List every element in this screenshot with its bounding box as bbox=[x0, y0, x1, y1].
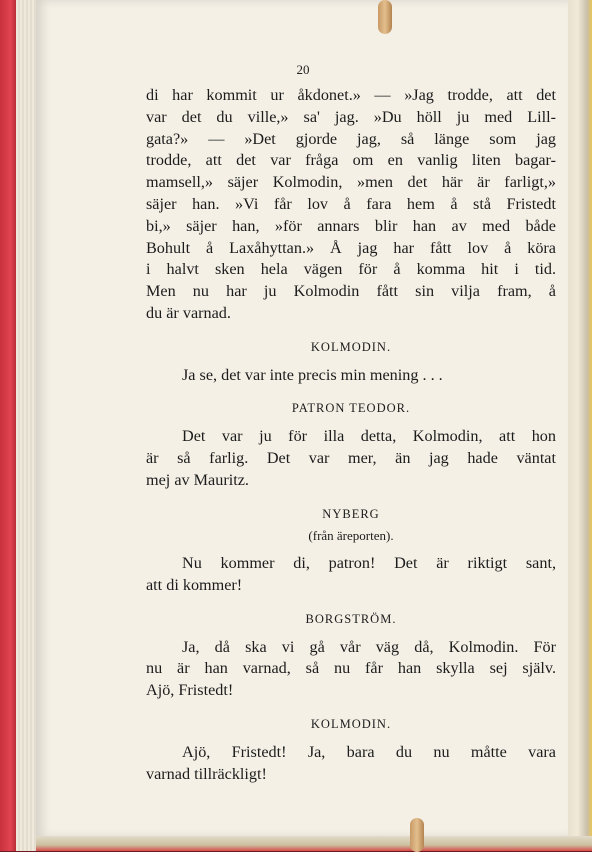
text-line: di har kommit ur åkdonet.» — »Jag trodde, att det bbox=[146, 86, 556, 104]
text-line: trodde, att det var fråga om en vanlig liten bagar- bbox=[146, 151, 556, 170]
speaker-heading: BORGSTRÖM. bbox=[305, 611, 397, 626]
bookmark-ribbon-top bbox=[378, 0, 392, 34]
text-line: bi,» säjer han, »för annars blir han av med både bbox=[146, 216, 556, 235]
bookmark-ribbon-bottom bbox=[410, 818, 424, 852]
stage-direction: (från äreporten). bbox=[308, 528, 394, 544]
page-text bbox=[146, 85, 556, 785]
text-line: Det var ju för illa detta, Kolmodin, att hon bbox=[182, 427, 556, 446]
text-line: mej av Mauritz. bbox=[146, 470, 249, 489]
text-line: Men nu har ju Kolmodin fått sin vilja fram, å bbox=[146, 282, 556, 301]
page-stack-left bbox=[16, 0, 38, 851]
speaker-heading: KOLMODIN. bbox=[310, 339, 392, 354]
text-line: du är varnad. bbox=[146, 303, 231, 322]
text-line: gata?» — »Det gjorde jag, så länge som jag bbox=[146, 129, 556, 148]
book-page bbox=[36, 0, 570, 838]
text-line: nu är han varnad, så nu får han skylla sej själv. bbox=[146, 659, 556, 678]
speaker-heading: KOLMODIN. bbox=[310, 716, 392, 731]
dialogue-line: Ja se, det var inte precis min mening . . . bbox=[182, 365, 443, 384]
text-line: Nu kommer di, patron! Det är riktigt sant, bbox=[182, 554, 556, 573]
text-line: att di kommer! bbox=[146, 575, 243, 594]
page-number: 20 bbox=[296, 62, 310, 77]
paragraph-narration bbox=[146, 85, 556, 325]
dialogue-paragraph bbox=[146, 637, 556, 702]
speaker-heading: NYBERG bbox=[322, 506, 380, 521]
text-line: mamsell,» säjer Kolmodin, »men det här är farligt,» bbox=[146, 173, 556, 192]
text-line: Bohult å Laxåhyttan.» Å jag har fått lov å köra bbox=[146, 238, 556, 257]
text-line: Ajö, Fristedt! bbox=[146, 681, 234, 700]
page-stack-bottom bbox=[36, 836, 592, 851]
dialogue-paragraph bbox=[146, 553, 556, 597]
dialogue-paragraph bbox=[146, 426, 556, 491]
text-line: Ajö, Fristedt! Ja, bara du nu måtte vara bbox=[182, 742, 556, 761]
speaker-heading: PATRON TEODOR. bbox=[291, 401, 411, 416]
text-line: Ja, då ska vi gå vår väg då, Kolmodin. För bbox=[182, 637, 556, 656]
text-line: säjer han. »Vi får lov å fara hem å stå Fristedt bbox=[146, 194, 556, 213]
text-line: varnad tillräckligt! bbox=[146, 764, 267, 783]
text-line: är så farlig. Det var mer, än jag hade väntat bbox=[146, 448, 556, 467]
text-line: var det du ville,» sa' jag. »Du höll ju med Lill- bbox=[146, 107, 556, 126]
text-line: i halvt sken hela vägen för å komma hit i tid. bbox=[146, 260, 556, 279]
dialogue-paragraph bbox=[146, 742, 556, 786]
page-stack-right bbox=[568, 0, 592, 851]
